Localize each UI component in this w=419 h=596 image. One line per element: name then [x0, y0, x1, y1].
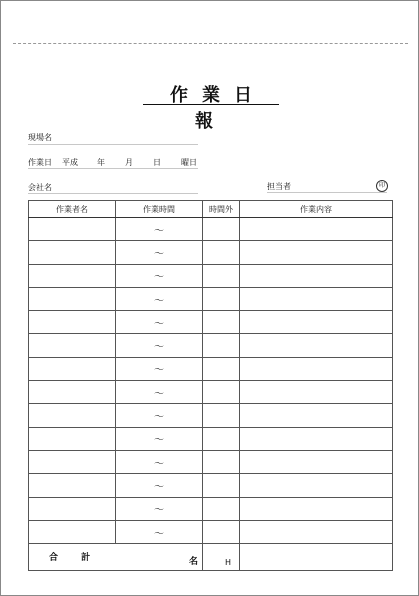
table-row — [29, 474, 393, 497]
table-row — [29, 287, 393, 310]
overtime-cell[interactable] — [203, 520, 240, 543]
worker-name-cell[interactable] — [29, 264, 116, 287]
form-title: 作業日報 — [170, 85, 266, 132]
total-content-cell[interactable] — [240, 544, 393, 571]
work-hours-cell[interactable]: ～ — [116, 497, 203, 520]
work-content-cell[interactable] — [240, 520, 393, 543]
work-date-field[interactable] — [28, 168, 198, 169]
table-row — [29, 311, 393, 334]
work-content-cell[interactable] — [240, 357, 393, 380]
company-name-field[interactable] — [28, 193, 198, 194]
column-header-work-hours: 作業時間 — [116, 201, 203, 218]
table-row — [29, 334, 393, 357]
overtime-cell[interactable] — [203, 357, 240, 380]
work-content-cell[interactable] — [240, 381, 393, 404]
table-row — [29, 264, 393, 287]
table-row — [29, 241, 393, 264]
work-hours-cell[interactable]: ～ — [116, 334, 203, 357]
work-hours-cell[interactable]: ～ — [116, 427, 203, 450]
worker-name-cell[interactable] — [29, 218, 116, 241]
perforation-line — [13, 43, 408, 44]
work-content-cell[interactable] — [240, 497, 393, 520]
work-hours-cell[interactable]: ～ — [116, 450, 203, 473]
work-content-cell[interactable] — [240, 264, 393, 287]
worker-name-cell[interactable] — [29, 241, 116, 264]
table-row — [29, 357, 393, 380]
overtime-cell[interactable] — [203, 427, 240, 450]
overtime-cell[interactable] — [203, 381, 240, 404]
overtime-cell[interactable] — [203, 450, 240, 473]
worker-name-cell[interactable] — [29, 311, 116, 334]
column-header-overtime: 時間外 — [203, 201, 240, 218]
person-in-charge-field[interactable] — [267, 192, 387, 193]
overtime-cell[interactable] — [203, 218, 240, 241]
table-row — [29, 404, 393, 427]
work-content-cell[interactable] — [240, 287, 393, 310]
work-hours-cell[interactable]: ～ — [116, 218, 203, 241]
weekday-label: 曜日 — [181, 158, 197, 167]
overtime-cell[interactable] — [203, 334, 240, 357]
overtime-cell[interactable] — [203, 474, 240, 497]
worker-name-cell[interactable] — [29, 427, 116, 450]
worker-name-cell[interactable] — [29, 334, 116, 357]
work-content-cell[interactable] — [240, 218, 393, 241]
worker-name-cell[interactable] — [29, 381, 116, 404]
column-header-work-content: 作業内容 — [240, 201, 393, 218]
site-name-label: 現場名 — [28, 133, 52, 142]
overtime-cell[interactable] — [203, 264, 240, 287]
total-label: 合 計 — [49, 553, 101, 564]
table-row — [29, 450, 393, 473]
overtime-cell[interactable] — [203, 241, 240, 264]
overtime-cell[interactable] — [203, 497, 240, 520]
work-content-cell[interactable] — [240, 404, 393, 427]
worker-name-cell[interactable] — [29, 497, 116, 520]
year-label: 年 — [97, 158, 105, 167]
title-underline — [143, 104, 279, 105]
person-in-charge-label: 担当者 — [267, 182, 291, 191]
work-content-cell[interactable] — [240, 334, 393, 357]
worker-name-cell[interactable] — [29, 474, 116, 497]
table-row — [29, 427, 393, 450]
overtime-cell[interactable] — [203, 311, 240, 334]
work-content-cell[interactable] — [240, 474, 393, 497]
table-row — [29, 218, 393, 241]
work-hours-cell[interactable]: ～ — [116, 520, 203, 543]
work-content-cell[interactable] — [240, 241, 393, 264]
total-row — [29, 544, 393, 571]
day-label: 日 — [153, 158, 161, 167]
worker-name-cell[interactable] — [29, 357, 116, 380]
work-hours-cell[interactable]: ～ — [116, 357, 203, 380]
worker-name-cell[interactable] — [29, 287, 116, 310]
work-hours-cell[interactable]: ～ — [116, 381, 203, 404]
work-date-label: 作業日 — [28, 158, 52, 167]
table-row — [29, 497, 393, 520]
worker-name-cell[interactable] — [29, 404, 116, 427]
worker-name-cell[interactable] — [29, 520, 116, 543]
total-count-cell[interactable] — [29, 544, 203, 571]
work-hours-cell[interactable]: ～ — [116, 264, 203, 287]
count-unit: 名 — [188, 557, 198, 568]
month-label: 月 — [125, 158, 133, 167]
worker-name-cell[interactable] — [29, 450, 116, 473]
site-name-field[interactable] — [28, 144, 198, 145]
company-name-label: 会社名 — [28, 183, 52, 192]
work-hours-cell[interactable]: ～ — [116, 287, 203, 310]
work-content-cell[interactable] — [240, 450, 393, 473]
table-row — [29, 381, 393, 404]
total-overtime-cell[interactable] — [203, 544, 240, 571]
table-row — [29, 520, 393, 543]
overtime-cell[interactable] — [203, 287, 240, 310]
work-hours-cell[interactable]: ～ — [116, 311, 203, 334]
work-hours-cell[interactable]: ～ — [116, 474, 203, 497]
work-table — [28, 200, 393, 571]
seal-mark: 印 — [376, 180, 388, 192]
column-header-worker: 作業者名 — [29, 201, 116, 218]
table-header-row — [29, 201, 393, 218]
work-hours-cell[interactable]: ～ — [116, 404, 203, 427]
overtime-cell[interactable] — [203, 404, 240, 427]
work-content-cell[interactable] — [240, 427, 393, 450]
era-label: 平成 — [62, 158, 78, 167]
work-content-cell[interactable] — [240, 311, 393, 334]
work-hours-cell[interactable]: ～ — [116, 241, 203, 264]
hour-unit: H — [224, 558, 231, 568]
